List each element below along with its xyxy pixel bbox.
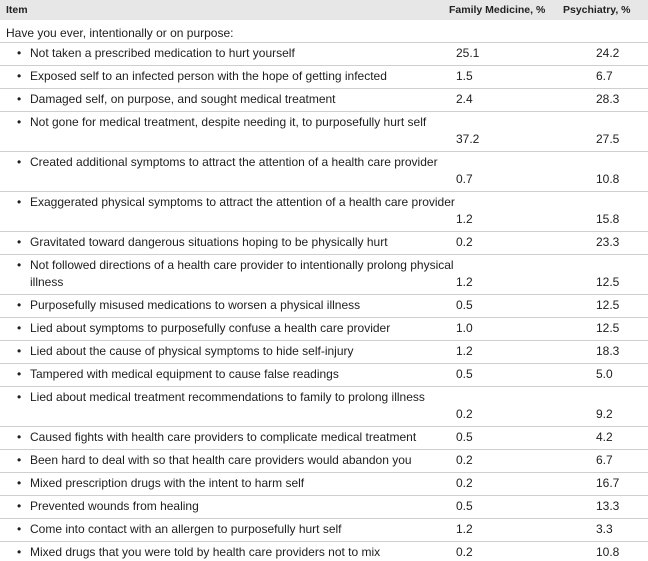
family-medicine-value: 0.5 — [456, 499, 473, 513]
item-text: Exaggerated physical symptoms to attract the attention of a health care provider — [30, 195, 455, 209]
psychiatry-value: 4.2 — [596, 430, 613, 444]
table-row — [0, 386, 648, 427]
bullet-icon: • — [17, 115, 22, 129]
bullet-icon: • — [17, 453, 22, 467]
table-row — [0, 426, 648, 450]
bullet-icon: • — [17, 258, 22, 272]
bullet-icon: • — [17, 298, 22, 312]
family-medicine-value: 0.2 — [456, 476, 473, 490]
bullet-icon: • — [17, 46, 22, 60]
item-text: Created additional symptoms to attract the attention of a health care provider — [30, 155, 438, 169]
item-text: Not followed directions of a health care provider to intentionally prolong physical illness — [30, 258, 454, 289]
psychiatry-value: 3.3 — [596, 522, 613, 536]
psychiatry-value: 12.5 — [596, 275, 620, 289]
table-row — [0, 88, 648, 112]
bullet-icon: • — [17, 92, 22, 106]
family-medicine-value: 0.2 — [456, 453, 473, 467]
family-medicine-value: 0.5 — [456, 430, 473, 444]
table-row — [0, 340, 648, 364]
bullet-icon: • — [17, 430, 22, 444]
table-row — [0, 42, 648, 66]
item-text: Prevented wounds from healing — [30, 499, 199, 513]
psychiatry-value: 13.3 — [596, 499, 620, 513]
table-row — [0, 191, 648, 232]
bullet-icon: • — [17, 69, 22, 83]
item-text: Mixed prescription drugs with the intent to harm self — [30, 476, 305, 490]
header-psychiatry: Psychiatry, % — [563, 4, 631, 16]
psychiatry-value: 16.7 — [596, 476, 620, 490]
psychiatry-value: 12.5 — [596, 321, 620, 335]
family-medicine-value: 1.2 — [456, 522, 473, 536]
bullet-icon: • — [17, 499, 22, 513]
family-medicine-value: 25.1 — [456, 46, 480, 60]
family-medicine-value: 1.2 — [456, 275, 473, 289]
family-medicine-value: 1.2 — [456, 212, 473, 226]
family-medicine-value: 0.7 — [456, 172, 473, 186]
family-medicine-value: 37.2 — [456, 132, 480, 146]
family-medicine-value: 0.2 — [456, 545, 473, 559]
item-text: Exposed self to an infected person with the hope of getting infected — [30, 69, 387, 83]
family-medicine-value: 1.2 — [456, 344, 473, 358]
psychiatry-value: 15.8 — [596, 212, 620, 226]
psychiatry-value: 28.3 — [596, 92, 620, 106]
psychiatry-value: 24.2 — [596, 46, 620, 60]
header-family-medicine: Family Medicine, % — [449, 4, 546, 16]
bullet-icon: • — [17, 195, 22, 209]
item-text: Lied about symptoms to purposefully confuse a health care provider — [30, 321, 391, 335]
psychiatry-value: 27.5 — [596, 132, 620, 146]
lead-in-text: Have you ever, intentionally or on purpose: — [6, 26, 234, 40]
table-row — [0, 231, 648, 255]
table-row — [0, 495, 648, 519]
family-medicine-value: 0.5 — [456, 367, 473, 381]
header-item: Item — [6, 4, 28, 16]
psychiatry-value: 12.5 — [596, 298, 620, 312]
family-medicine-value: 0.2 — [456, 407, 473, 421]
table-row — [0, 541, 648, 561]
family-medicine-value: 1.5 — [456, 69, 473, 83]
psychiatry-value: 9.2 — [596, 407, 613, 421]
bullet-icon: • — [17, 522, 22, 536]
family-medicine-value: 0.5 — [456, 298, 473, 312]
bullet-icon: • — [17, 476, 22, 490]
item-text: Gravitated toward dangerous situations hoping to be physically hurt — [30, 235, 388, 249]
table-row — [0, 294, 648, 318]
table-row — [0, 317, 648, 341]
psychiatry-value: 10.8 — [596, 172, 620, 186]
table-row — [0, 254, 648, 295]
bullet-icon: • — [17, 235, 22, 249]
bullet-icon: • — [17, 344, 22, 358]
bullet-icon: • — [17, 321, 22, 335]
psychiatry-value: 6.7 — [596, 453, 613, 467]
bullet-icon: • — [17, 155, 22, 169]
bullet-icon: • — [17, 390, 22, 404]
table-row — [0, 151, 648, 192]
item-text: Been hard to deal with so that health care providers would abandon you — [30, 453, 412, 467]
psychiatry-value: 6.7 — [596, 69, 613, 83]
table-row — [0, 111, 648, 152]
item-text: Tampered with medical equipment to cause false readings — [30, 367, 339, 381]
item-text: Caused fights with health care providers to complicate medical treatment — [30, 430, 417, 444]
table-header — [0, 0, 648, 20]
item-text: Lied about medical treatment recommendations to family to prolong illness — [30, 390, 425, 404]
table-row — [0, 518, 648, 542]
item-text: Mixed drugs that you were told by health care providers not to mix — [30, 545, 381, 559]
bullet-icon: • — [17, 545, 22, 559]
table-row — [0, 449, 648, 473]
family-medicine-value: 0.2 — [456, 235, 473, 249]
item-text: Not gone for medical treatment, despite needing it, to purposefully hurt self — [30, 115, 427, 129]
item-text: Purposefully misused medications to worsen a physical illness — [30, 298, 361, 312]
psychiatry-value: 10.8 — [596, 545, 620, 559]
table-row — [0, 363, 648, 387]
item-text: Lied about the cause of physical symptoms to hide self-injury — [30, 344, 354, 358]
psychiatry-value: 23.3 — [596, 235, 620, 249]
table-row — [0, 472, 648, 496]
psychiatry-value: 18.3 — [596, 344, 620, 358]
item-text: Not taken a prescribed medication to hurt yourself — [30, 46, 295, 60]
item-text: Damaged self, on purpose, and sought medical treatment — [30, 92, 336, 106]
family-medicine-value: 2.4 — [456, 92, 473, 106]
psychiatry-value: 5.0 — [596, 367, 613, 381]
bullet-icon: • — [17, 367, 22, 381]
family-medicine-value: 1.0 — [456, 321, 473, 335]
table-row — [0, 65, 648, 89]
lead-in-row — [0, 20, 648, 43]
item-text: Come into contact with an allergen to purposefully hurt self — [30, 522, 342, 536]
